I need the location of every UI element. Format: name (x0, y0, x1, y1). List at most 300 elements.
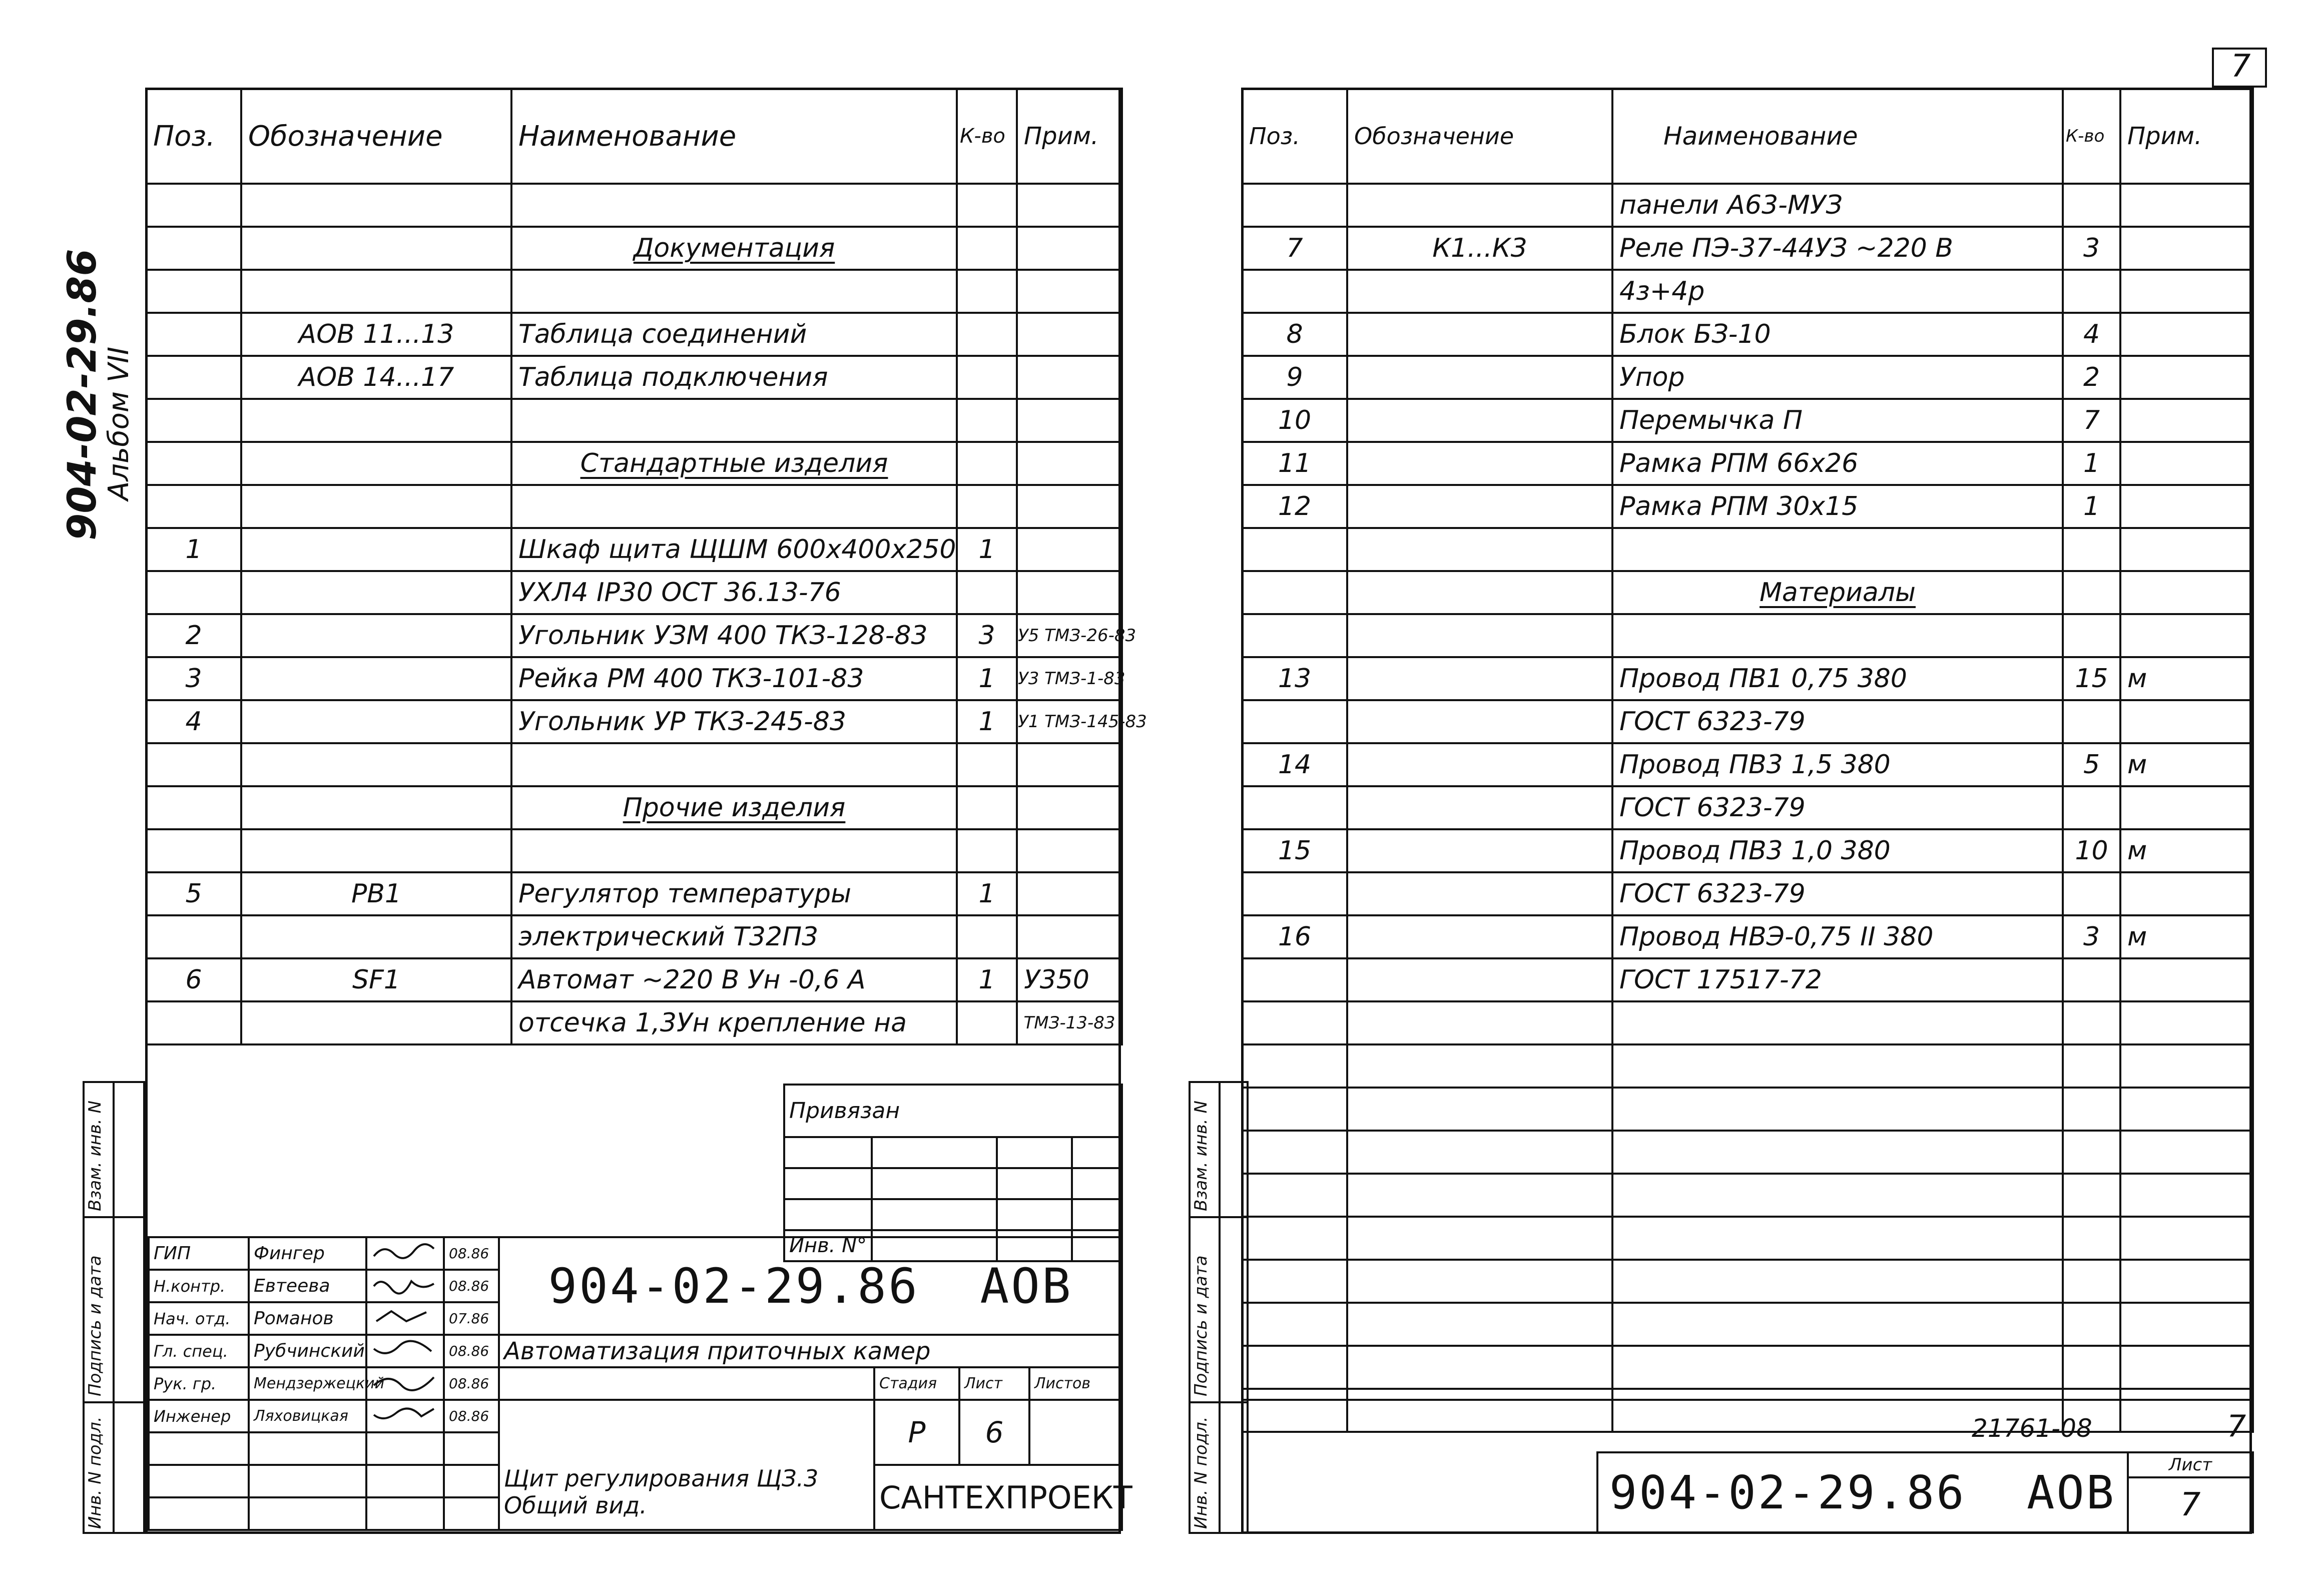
right-cell-des (1347, 313, 1612, 356)
right-cell-pos: 13 (1242, 657, 1347, 700)
right-cell-pos (1242, 528, 1347, 571)
left-cell-name (511, 485, 957, 528)
right-row (1242, 700, 2253, 743)
right-cell-des (1347, 1174, 1612, 1217)
right-cell-note (2120, 1260, 2253, 1303)
right-cell-note (2120, 1088, 2253, 1131)
right-cell-pos: 14 (1242, 743, 1347, 786)
r-header-pos: Поз. (1242, 89, 1347, 184)
left-row (146, 313, 1122, 356)
right-cell-note (2120, 872, 2253, 915)
right-cell-qty: 5 (2063, 743, 2120, 786)
left-cell-name (511, 743, 957, 786)
left-cell-des (241, 1001, 511, 1044)
right-cell-note (2120, 1174, 2253, 1217)
side-strip-line-2 (83, 1401, 145, 1403)
left-cell-des (241, 657, 511, 700)
header-note: Прим. (1017, 89, 1122, 184)
signature-scribble-0 (371, 1241, 436, 1261)
r-header-name: Наименование (1612, 89, 2063, 184)
signature-3 (366, 1335, 444, 1367)
left-cell-note (1017, 313, 1122, 356)
signature-5 (366, 1400, 444, 1432)
left-row (146, 786, 1122, 829)
left-cell-qty (957, 184, 1017, 227)
right-cell-pos (1242, 1001, 1347, 1044)
role-2: Нач. отд. (149, 1302, 249, 1335)
left-row (146, 442, 1122, 485)
right-row (1242, 270, 2253, 313)
right-cell-des (1347, 1217, 1612, 1260)
left-cell-pos: 1 (146, 528, 241, 571)
left-cell-pos (146, 184, 241, 227)
signature-1 (366, 1270, 444, 1302)
right-cell-pos (1242, 958, 1347, 1001)
right-cell-qty (2063, 872, 2120, 915)
right-cell-qty: 7 (2063, 399, 2120, 442)
right-row (1242, 1131, 2253, 1174)
right-cell-name: 4з+4р (1612, 270, 2063, 313)
right-cell-note (2120, 1044, 2253, 1088)
left-cell-name (511, 829, 957, 872)
left-cell-pos: 4 (146, 700, 241, 743)
date-3: 08.86 (444, 1335, 499, 1367)
right-cell-note (2120, 614, 2253, 657)
right-row (1242, 1260, 2253, 1303)
left-cell-qty (957, 915, 1017, 958)
header-designation: Обозначение (241, 89, 511, 184)
left-row (146, 743, 1122, 786)
role-5: Инженер (149, 1400, 249, 1432)
left-cell-pos (146, 399, 241, 442)
right-row (1242, 571, 2253, 614)
right-cell-qty: 2 (2063, 356, 2120, 399)
right-cell-qty (2063, 1303, 2120, 1346)
left-cell-qty (957, 829, 1017, 872)
right-cell-note (2120, 227, 2253, 270)
person-3: Рубчинский (249, 1335, 366, 1367)
signature-2 (366, 1302, 444, 1335)
right-cell-pos (1242, 1217, 1347, 1260)
left-cell-note (1017, 743, 1122, 786)
left-row (146, 227, 1122, 270)
right-cell-name: Материалы (1612, 571, 2063, 614)
right-row (1242, 1174, 2253, 1217)
left-cell-note: У3 ТМЗ-1-83 (1017, 657, 1122, 700)
left-cell-name: Документация (511, 227, 957, 270)
right-row (1242, 485, 2253, 528)
right-cell-qty (2063, 958, 2120, 1001)
left-cell-name: Рейка РМ 400 ТКЗ-101-83 (511, 657, 957, 700)
right-spec-table (1241, 88, 2254, 1433)
right-cell-des (1347, 657, 1612, 700)
right-cell-name: Провод ПВ3 1,5 380 (1612, 743, 2063, 786)
left-cell-qty (957, 743, 1017, 786)
left-cell-note (1017, 485, 1122, 528)
left-cell-name (511, 184, 957, 227)
left-cell-note (1017, 786, 1122, 829)
binding-privyazan: Привязан (784, 1085, 1122, 1137)
right-cell-name: Провод ПВ1 0,75 380 (1612, 657, 2063, 700)
right-cell-pos (1242, 1174, 1347, 1217)
left-cell-des (241, 399, 511, 442)
right-cell-des (1347, 1131, 1612, 1174)
right-cell-des (1347, 1044, 1612, 1088)
header-pos: Поз. (146, 89, 241, 184)
right-cell-name (1612, 614, 2063, 657)
binding-inv-no: Инв. N° (784, 1230, 872, 1261)
left-cell-qty (957, 442, 1017, 485)
right-row (1242, 1001, 2253, 1044)
left-cell-des: SF1 (241, 958, 511, 1001)
right-cell-qty (2063, 1088, 2120, 1131)
left-cell-qty (957, 786, 1017, 829)
right-cell-pos (1242, 1303, 1347, 1346)
left-cell-qty: 3 (957, 614, 1017, 657)
right-cell-name: ГОСТ 6323-79 (1612, 700, 2063, 743)
right-cell-pos: 12 (1242, 485, 1347, 528)
r-side-strip-line-1 (1189, 1216, 1249, 1218)
right-cell-name (1612, 1303, 2063, 1346)
signature-scribble-3 (371, 1339, 436, 1359)
right-cell-name: панели А63-МУЗ (1612, 184, 2063, 227)
header-qty: К-во (957, 89, 1017, 184)
role-1: Н.контр. (149, 1270, 249, 1302)
drawing-title-1: Щит регулирования ЩЗ.3 (504, 1465, 819, 1492)
right-row (1242, 1044, 2253, 1088)
album-label: Альбом VII (103, 346, 135, 500)
right-cell-des (1347, 700, 1612, 743)
right-cell-des (1347, 442, 1612, 485)
left-cell-des (241, 915, 511, 958)
right-cell-name (1612, 1260, 2063, 1303)
left-row (146, 184, 1122, 227)
doc-mark: АОВ (980, 1258, 1073, 1314)
right-cell-pos (1242, 786, 1347, 829)
right-cell-pos: 16 (1242, 915, 1347, 958)
right-cell-pos (1242, 1088, 1347, 1131)
right-row (1242, 1088, 2253, 1131)
left-row (146, 958, 1122, 1001)
project-title: Автоматизация приточных камер (499, 1335, 1122, 1367)
right-cell-qty: 1 (2063, 485, 2120, 528)
left-cell-des (241, 614, 511, 657)
left-cell-des (241, 485, 511, 528)
left-cell-pos (146, 829, 241, 872)
left-cell-qty: 1 (957, 700, 1017, 743)
left-cell-des: АОВ 11...13 (241, 313, 511, 356)
r-sheet-label: Лист (2128, 1452, 2253, 1477)
signature-scribble-4 (371, 1371, 436, 1391)
organization: САНТЕХПРОЕКТ (874, 1465, 1122, 1530)
top-page-number: 7 (2231, 48, 2251, 84)
side-inv-podl: Инв. N подл. (85, 1416, 105, 1529)
role-4: Рук. гр. (149, 1367, 249, 1400)
right-cell-note (2120, 1217, 2253, 1260)
left-cell-des (241, 270, 511, 313)
right-cell-des (1347, 1088, 1612, 1131)
side-podpis-data: Подпись и дата (85, 1255, 105, 1396)
sheet-value: 6 (959, 1400, 1029, 1465)
right-cell-note (2120, 313, 2253, 356)
left-cell-name: Автомат ~220 В Ун -0,6 А (511, 958, 957, 1001)
right-cell-des (1347, 829, 1612, 872)
left-spec-table (145, 88, 1147, 1045)
left-cell-name: электрический Т32П3 (511, 915, 957, 958)
right-cell-qty: 3 (2063, 915, 2120, 958)
right-cell-name (1612, 1131, 2063, 1174)
stage-label: Стадия (874, 1367, 959, 1400)
right-row (1242, 915, 2253, 958)
left-title-block (148, 1236, 1132, 1531)
right-cell-name: Провод ПВ3 1,0 380 (1612, 829, 2063, 872)
right-cell-name: Блок БЗ-10 (1612, 313, 2063, 356)
left-cell-pos: 2 (146, 614, 241, 657)
left-cell-name (511, 399, 957, 442)
left-cell-name: УХЛ4 IР30 ОСТ 36.13-76 (511, 571, 957, 614)
left-cell-des (241, 528, 511, 571)
left-row (146, 356, 1122, 399)
right-cell-qty (2063, 571, 2120, 614)
signature-0 (366, 1237, 444, 1270)
left-cell-qty: 1 (957, 958, 1017, 1001)
right-cell-note (2120, 442, 2253, 485)
left-cell-pos (146, 227, 241, 270)
right-bottom-band (1241, 1399, 2252, 1401)
left-cell-note (1017, 442, 1122, 485)
side-vzam-inv: Взам. инв. N (85, 1101, 105, 1211)
side-strip-divider (113, 1081, 115, 1534)
right-cell-des (1347, 1260, 1612, 1303)
right-cell-name: ГОСТ 6323-79 (1612, 786, 2063, 829)
right-cell-pos: 15 (1242, 829, 1347, 872)
left-cell-des (241, 786, 511, 829)
right-cell-des (1347, 743, 1612, 786)
left-cell-pos (146, 571, 241, 614)
archive-number: 21761-08 (1972, 1414, 2092, 1443)
right-cell-pos: 8 (1242, 313, 1347, 356)
left-cell-des (241, 700, 511, 743)
r-doc-code: 904-02-29.86 (1609, 1465, 1966, 1519)
right-row (1242, 227, 2253, 270)
right-cell-pos (1242, 270, 1347, 313)
left-cell-note (1017, 227, 1122, 270)
left-cell-name (511, 270, 957, 313)
r-side-strip-line-2 (1189, 1401, 1249, 1403)
right-cell-note (2120, 786, 2253, 829)
left-cell-pos (146, 313, 241, 356)
left-cell-pos: 5 (146, 872, 241, 915)
left-cell-note (1017, 399, 1122, 442)
right-cell-note (2120, 270, 2253, 313)
left-cell-pos (146, 442, 241, 485)
right-cell-pos (1242, 872, 1347, 915)
left-cell-pos (146, 743, 241, 786)
left-cell-note: У5 ТМЗ-26-83 (1017, 614, 1122, 657)
left-row (146, 872, 1122, 915)
left-cell-des: РВ1 (241, 872, 511, 915)
left-row (146, 829, 1122, 872)
right-cell-qty (2063, 614, 2120, 657)
right-cell-qty: 3 (2063, 227, 2120, 270)
right-cell-des (1347, 1346, 1612, 1389)
left-cell-qty (957, 571, 1017, 614)
right-cell-note (2120, 1001, 2253, 1044)
right-cell-pos: 10 (1242, 399, 1347, 442)
drawing-title-cell (499, 1400, 874, 1530)
left-cell-qty (957, 356, 1017, 399)
left-cell-qty (957, 485, 1017, 528)
left-cell-name: Регулятор температуры (511, 872, 957, 915)
left-cell-qty (957, 227, 1017, 270)
right-cell-name: Провод НВЭ-0,75 II 380 (1612, 915, 2063, 958)
left-cell-note: У1 ТМЗ-145-83 (1017, 700, 1122, 743)
right-page-small: 7 (2227, 1409, 2246, 1444)
right-cell-name (1612, 1001, 2063, 1044)
left-row (146, 528, 1122, 571)
right-cell-name (1612, 1088, 2063, 1131)
right-cell-qty (2063, 1001, 2120, 1044)
left-cell-note (1017, 356, 1122, 399)
left-cell-name: Таблица подключения (511, 356, 957, 399)
right-cell-name: ГОСТ 6323-79 (1612, 872, 2063, 915)
person-4: Мендзержецкий (249, 1367, 366, 1400)
right-cell-name: Рамка РПМ 30х15 (1612, 485, 2063, 528)
left-cell-des (241, 743, 511, 786)
left-cell-qty (957, 399, 1017, 442)
right-row (1242, 614, 2253, 657)
person-5: Ляховицкая (249, 1400, 366, 1432)
person-0: Фингер (249, 1237, 366, 1270)
left-cell-qty: 1 (957, 528, 1017, 571)
right-row (1242, 356, 2253, 399)
right-cell-note (2120, 1346, 2253, 1389)
right-cell-note (2120, 571, 2253, 614)
right-cell-qty: 4 (2063, 313, 2120, 356)
right-cell-des (1347, 915, 1612, 958)
right-cell-note (2120, 700, 2253, 743)
role-0: ГИП (149, 1237, 249, 1270)
left-cell-note (1017, 872, 1122, 915)
left-cell-qty: 1 (957, 657, 1017, 700)
left-row (146, 700, 1122, 743)
right-cell-qty (2063, 1174, 2120, 1217)
signature-4 (366, 1367, 444, 1400)
right-cell-qty (2063, 528, 2120, 571)
left-cell-name: Шкаф щита ЩШМ 600х400х250 (511, 528, 957, 571)
r-side-strip-divider (1219, 1081, 1221, 1534)
right-cell-name: Реле ПЭ-37-44УЗ ~220 В (1612, 227, 2063, 270)
left-cell-pos (146, 1001, 241, 1044)
right-cell-des (1347, 1389, 1612, 1432)
right-cell-note: м (2120, 915, 2253, 958)
date-5: 08.86 (444, 1400, 499, 1432)
right-cell-des (1347, 958, 1612, 1001)
right-row (1242, 743, 2253, 786)
left-cell-pos (146, 485, 241, 528)
left-cell-note (1017, 829, 1122, 872)
right-cell-qty: 10 (2063, 829, 2120, 872)
right-cell-name (1612, 1346, 2063, 1389)
r-side-vzam-inv: Взам. инв. N (1191, 1101, 1211, 1211)
left-cell-note (1017, 270, 1122, 313)
left-row (146, 657, 1122, 700)
right-cell-qty (2063, 270, 2120, 313)
left-row (146, 485, 1122, 528)
right-cell-pos: 9 (1242, 356, 1347, 399)
right-row (1242, 657, 2253, 700)
right-cell-pos (1242, 1260, 1347, 1303)
date-2: 07.86 (444, 1302, 499, 1335)
r-header-qty: К-во (2063, 89, 2120, 184)
right-row (1242, 1346, 2253, 1389)
left-cell-note (1017, 528, 1122, 571)
right-cell-note (2120, 528, 2253, 571)
left-cell-des (241, 184, 511, 227)
left-row (146, 571, 1122, 614)
left-cell-name: Угольник УР ТКЗ-245-83 (511, 700, 957, 743)
header-name: Наименование (511, 89, 957, 184)
left-cell-pos: 6 (146, 958, 241, 1001)
right-row (1242, 1303, 2253, 1346)
right-cell-pos (1242, 1131, 1347, 1174)
date-4: 08.86 (444, 1367, 499, 1400)
left-row (146, 915, 1122, 958)
left-row (146, 399, 1122, 442)
right-cell-note (2120, 1131, 2253, 1174)
signature-scribble-1 (371, 1274, 436, 1294)
side-strip-line-1 (83, 1216, 145, 1218)
right-cell-name: Рамка РПМ 66х26 (1612, 442, 2063, 485)
right-row (1242, 528, 2253, 571)
r-header-designation: Обозначение (1347, 89, 1612, 184)
right-cell-note (2120, 399, 2253, 442)
right-cell-qty (2063, 184, 2120, 227)
binding-block (783, 1084, 1123, 1262)
signature-scribble-2 (371, 1306, 436, 1326)
right-cell-note (2120, 958, 2253, 1001)
right-cell-des (1347, 528, 1612, 571)
right-cell-note (2120, 485, 2253, 528)
left-cell-des: АОВ 14...17 (241, 356, 511, 399)
right-cell-pos (1242, 614, 1347, 657)
right-cell-des (1347, 1303, 1612, 1346)
left-row (146, 270, 1122, 313)
right-cell-note (2120, 184, 2253, 227)
stage-value: Р (874, 1400, 959, 1465)
right-cell-des (1347, 399, 1612, 442)
right-cell-des (1347, 571, 1612, 614)
right-cell-pos: 7 (1242, 227, 1347, 270)
right-row (1242, 442, 2253, 485)
right-row (1242, 184, 2253, 227)
date-0: 08.86 (444, 1237, 499, 1270)
left-cell-des (241, 227, 511, 270)
left-cell-des (241, 571, 511, 614)
right-cell-note: м (2120, 657, 2253, 700)
sheet-label: Лист (959, 1367, 1029, 1400)
right-cell-name (1612, 528, 2063, 571)
right-cell-note: м (2120, 829, 2253, 872)
right-cell-des (1347, 614, 1612, 657)
right-cell-pos (1242, 1389, 1347, 1432)
left-cell-pos (146, 270, 241, 313)
right-cell-name (1612, 1174, 2063, 1217)
right-row (1242, 1217, 2253, 1260)
person-1: Евтеева (249, 1270, 366, 1302)
left-cell-name: отсечка 1,3Ун крепление на (511, 1001, 957, 1044)
left-cell-qty (957, 313, 1017, 356)
